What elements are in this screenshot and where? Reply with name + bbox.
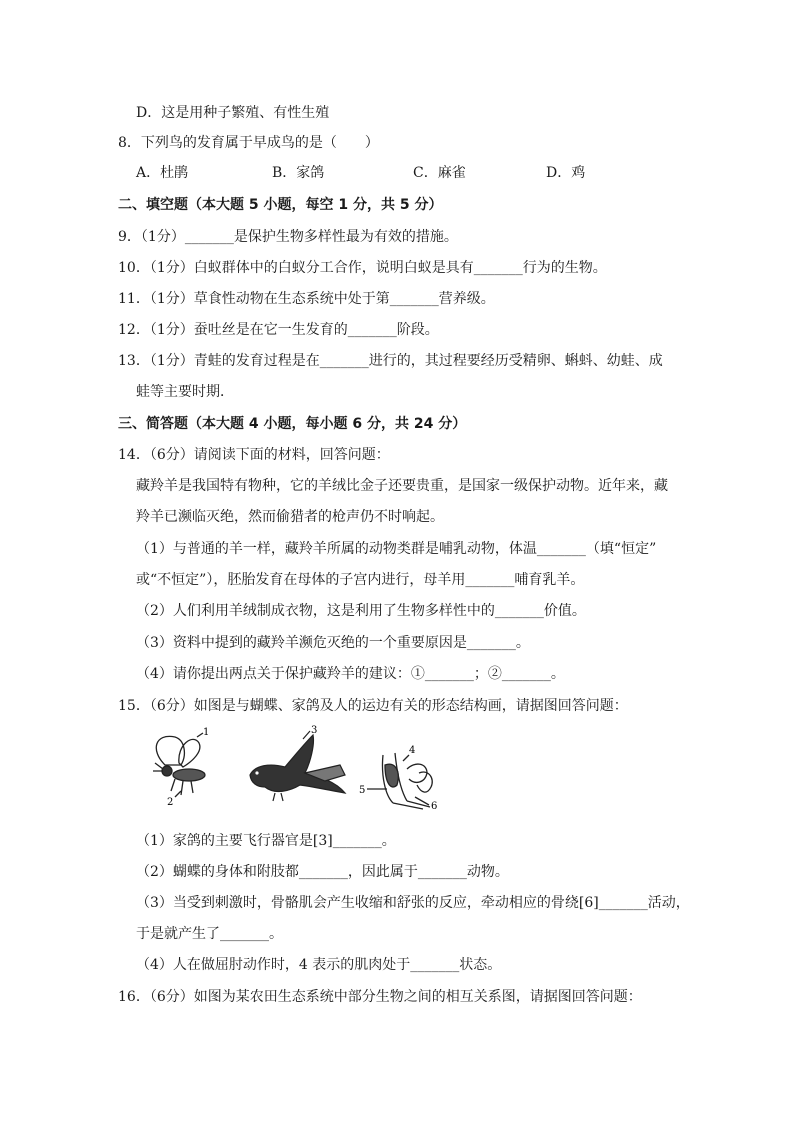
butterfly-drawing xyxy=(153,733,205,797)
q14-material-line2: 羚羊已濒临灭绝，然而偷猎者的枪声仍不时响起。 xyxy=(136,509,444,525)
q16-stem: 16．（6分）如图为某农田生态系统中部分生物之间的相互关系图，请据图回答问题： xyxy=(118,989,642,1005)
q15-sub4: （4）人在做屈肘动作时，4 表示的肌肉处于_______状态。 xyxy=(136,957,502,973)
q11: 11．（1分）草食性动物在生态系统中处于第_______营养级。 xyxy=(118,291,495,307)
fig-label-3: 3 xyxy=(311,725,318,736)
q15-sub3-line1: （3）当受到刺激时，骨骼肌会产生收缩和舒张的反应，牵动相应的骨绕[6]_______活动， xyxy=(136,895,690,911)
q10: 10．（1分）白蚁群体中的白蚁分工合作，说明白蚁是具有_______行为的生物。 xyxy=(118,260,607,276)
q15-sub1: （1）家鸽的主要飞行器官是[3]_______。 xyxy=(136,833,396,849)
section2-heading: 二、填空题（本大题 5 小题，每空 1 分，共 5 分） xyxy=(118,197,443,213)
q8-option-b: B．家鸽 xyxy=(272,165,325,181)
q13-line2: 蛙等主要时期． xyxy=(136,384,234,400)
q13-line1: 13．（1分）青蛙的发育过程是在_______进行的，其过程要经历受精卵、蝌蚪、幼蛙、成 xyxy=(118,353,663,369)
section3-heading: 三、简答题（本大题 4 小题，每小题 6 分，共 24 分） xyxy=(118,416,467,432)
q14-stem: 14．（6分）请阅读下面的材料，回答问题： xyxy=(118,447,390,463)
q9: 9．（1分）_______是保护生物多样性最为有效的措施。 xyxy=(118,229,458,245)
q14-sub2: （2）人们利用羊绒制成衣物，这是利用了生物多样性中的_______价值。 xyxy=(136,603,586,619)
q14-sub3: （3）资料中提到的藏羚羊濒危灭绝的一个重要原因是_______。 xyxy=(136,635,530,651)
fig-label-1: 1 xyxy=(203,727,210,738)
q14-material-line1: 藏羚羊是我国特有物种，它的羊绒比金子还要贵重，是国家一级保护动物。近年来，藏 xyxy=(136,478,668,494)
q12: 12．（1分）蚕吐丝是在它一生发育的_______阶段。 xyxy=(118,322,439,338)
q15-sub3-line2: 于是就产生了_______。 xyxy=(136,926,283,942)
q14-sub1-line1: （1）与普通的羊一样，藏羚羊所属的动物类群是哺乳动物，体温_______（填“恒定” xyxy=(136,541,657,557)
q15-stem: 15．（6分）如图是与蝴蝶、家鸽及人的运边有关的形态结构画，请据图回答问题： xyxy=(118,698,628,714)
q8-option-d: D．鸡 xyxy=(546,165,586,181)
fig-label-4: 4 xyxy=(409,745,416,756)
human-arm-drawing xyxy=(367,753,432,809)
fig-label-2: 2 xyxy=(167,797,174,808)
q8-option-a: A．杜鹃 xyxy=(136,165,189,181)
q8-stem: 8．下列鸟的发育属于早成鸟的是（ ） xyxy=(118,135,379,151)
q15-figure xyxy=(145,725,445,810)
q15-sub2: （2）蝴蝶的身体和附肢都_______，因此属于_______动物。 xyxy=(136,864,509,880)
q8-option-c: C．麻雀 xyxy=(413,165,466,181)
q14-sub4: （4）请你提出两点关于保护藏羚羊的建议：①_______；②_______。 xyxy=(136,666,565,682)
q7-option-d: D．这是用种子繁殖、有性生殖 xyxy=(136,105,330,121)
pigeon-drawing xyxy=(250,731,345,801)
fig-label-6: 6 xyxy=(431,801,438,810)
fig-label-5: 5 xyxy=(359,785,366,796)
q14-sub1-line2: 或“不恒定”），胚胎发育在母体的子宫内进行，母羊用_______哺育乳羊。 xyxy=(136,572,585,588)
